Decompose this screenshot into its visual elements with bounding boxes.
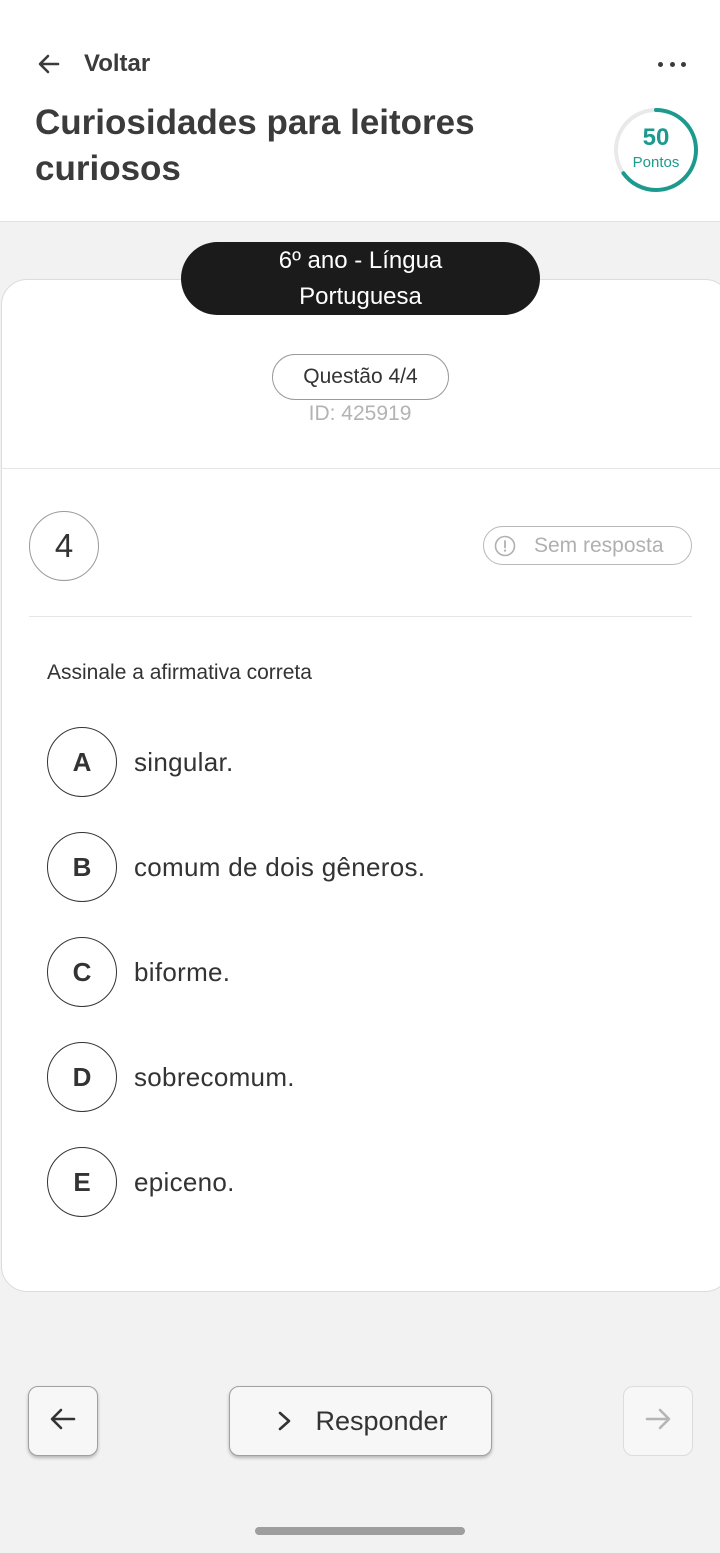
option-text: biforme. [134,956,231,987]
more-options-icon[interactable] [658,52,686,76]
option-letter: D [47,1042,117,1112]
question-id: ID: 425919 [308,402,412,425]
option-b[interactable] [47,832,667,902]
arrow-left-icon [48,1404,78,1439]
previous-question-button[interactable] [28,1386,98,1456]
question-prompt: Assinale a afirmativa correta [47,661,312,684]
status-text: Sem resposta [534,533,664,557]
status-badge [483,526,692,565]
alert-icon [494,535,516,557]
option-text: comum de dois gêneros. [134,851,426,882]
option-text: sobrecomum. [134,1061,295,1092]
chevron-right-icon [273,1410,295,1432]
next-question-button[interactable] [623,1386,693,1456]
divider [1,468,720,469]
arrow-left-icon [36,51,62,77]
home-indicator[interactable] [255,1527,465,1535]
arrow-right-icon [643,1404,673,1439]
option-a[interactable] [47,727,667,797]
option-letter: E [47,1147,117,1217]
respond-label: Responder [315,1405,448,1436]
back-label: Voltar [84,50,151,77]
option-d[interactable] [47,1042,667,1112]
question-number: 4 [29,511,99,581]
header [0,0,720,222]
option-c[interactable] [47,937,667,1007]
subject-badge: 6º ano - Língua Portuguesa [181,242,540,315]
page-title: Curiosidades para leitores curiosos [35,103,475,188]
option-text: singular. [134,746,234,777]
option-e[interactable] [47,1147,667,1217]
divider [29,616,692,617]
points-indicator [612,106,700,194]
question-counter: Questão 4/4 [272,354,449,400]
respond-button[interactable] [229,1386,492,1456]
back-button[interactable] [36,46,150,82]
option-letter: C [47,937,117,1007]
points-label: Pontos [632,154,680,171]
points-value: 50 [642,124,670,151]
option-letter: B [47,832,117,902]
option-letter: A [47,727,117,797]
option-text: epiceno. [134,1166,235,1197]
